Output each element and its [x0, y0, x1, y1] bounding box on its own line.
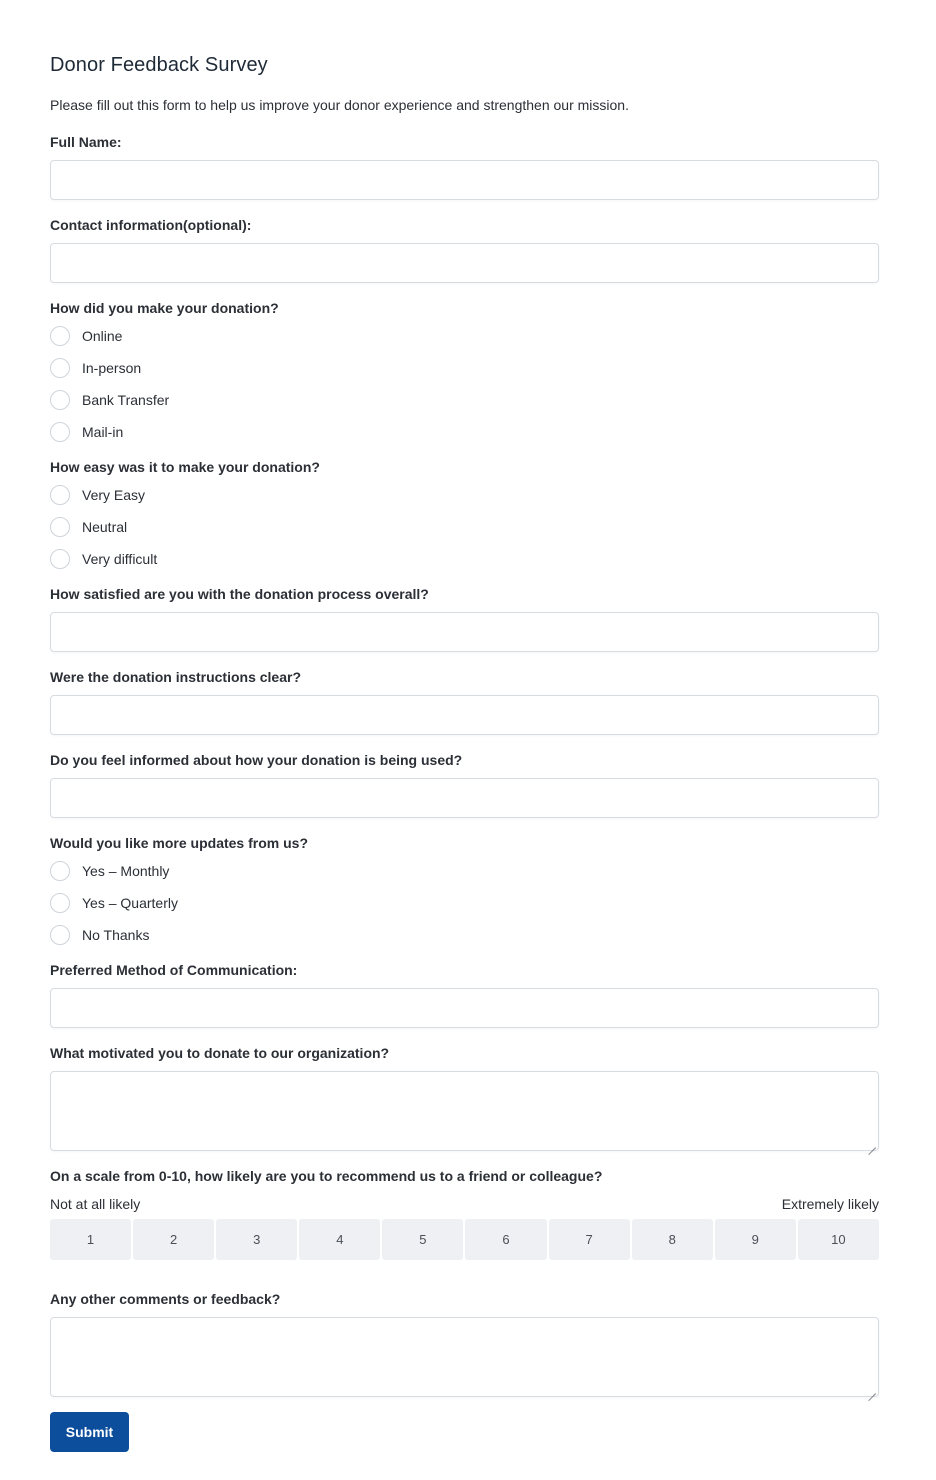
full-name-label: Full Name:	[50, 134, 122, 150]
submit-button[interactable]: Submit	[50, 1412, 129, 1452]
radio-button[interactable]	[50, 549, 70, 569]
radio-button[interactable]	[50, 358, 70, 378]
radio-label: Very difficult	[82, 551, 158, 567]
ease-label: How easy was it to make your donation?	[50, 459, 320, 475]
radio-label: Very Easy	[82, 487, 146, 503]
comments-textarea[interactable]	[50, 1317, 879, 1397]
recommend-scale	[50, 1219, 879, 1260]
radio-label: No Thanks	[82, 927, 150, 943]
form-intro: Please fill out this form to help us improve your donor experience and strengthen our mission.	[50, 97, 629, 113]
scale-option-4[interactable]: 4	[299, 1219, 380, 1260]
scale-option-2[interactable]: 2	[133, 1219, 214, 1260]
updates-label: Would you like more updates from us?	[50, 835, 308, 851]
radio-button[interactable]	[50, 925, 70, 945]
radio-option-mail-in[interactable]	[50, 422, 123, 442]
recommend-label: On a scale from 0-10, how likely are you to recommend us to a friend or colleague?	[50, 1168, 603, 1184]
communication-label: Preferred Method of Communication:	[50, 962, 298, 978]
radio-button[interactable]	[50, 326, 70, 346]
donation-method-label: How did you make your donation?	[50, 300, 279, 316]
satisfaction-label: How satisfied are you with the donation process overall?	[50, 586, 429, 602]
radio-button[interactable]	[50, 893, 70, 913]
radio-option-online[interactable]	[50, 326, 122, 346]
radio-label: In-person	[82, 360, 142, 376]
scale-low-label: Not at all likely	[50, 1196, 141, 1212]
satisfaction-input[interactable]	[50, 612, 879, 652]
radio-label: Mail-in	[82, 424, 124, 440]
radio-option-very-difficult[interactable]	[50, 549, 157, 569]
scale-option-9[interactable]: 9	[715, 1219, 796, 1260]
radio-option-yes-monthly[interactable]	[50, 861, 169, 881]
scale-option-1[interactable]: 1	[50, 1219, 131, 1260]
radio-option-neutral[interactable]	[50, 517, 127, 537]
radio-button[interactable]	[50, 390, 70, 410]
page-title: Donor Feedback Survey	[50, 54, 268, 76]
radio-option-no-thanks[interactable]	[50, 925, 149, 945]
informed-label: Do you feel informed about how your donation is being used?	[50, 752, 463, 768]
radio-button[interactable]	[50, 422, 70, 442]
scale-high-label: Extremely likely	[781, 1196, 879, 1212]
radio-label: Yes – Quarterly	[82, 895, 178, 911]
radio-option-in-person[interactable]	[50, 358, 141, 378]
scale-option-3[interactable]: 3	[216, 1219, 297, 1260]
communication-input[interactable]	[50, 988, 879, 1028]
scale-option-10[interactable]: 10	[798, 1219, 879, 1260]
informed-input[interactable]	[50, 778, 879, 818]
scale-option-6[interactable]: 6	[465, 1219, 546, 1260]
radio-label: Neutral	[82, 519, 128, 535]
radio-label: Bank Transfer	[82, 392, 170, 408]
scale-option-8[interactable]: 8	[632, 1219, 713, 1260]
scale-option-5[interactable]: 5	[382, 1219, 463, 1260]
instructions-clear-label: Were the donation instructions clear?	[50, 669, 302, 685]
contact-input[interactable]	[50, 243, 879, 283]
radio-option-very-easy[interactable]	[50, 485, 145, 505]
radio-button[interactable]	[50, 861, 70, 881]
motivation-label: What motivated you to donate to our organization?	[50, 1045, 390, 1061]
radio-option-yes-quarterly[interactable]	[50, 893, 178, 913]
radio-label: Yes – Monthly	[82, 863, 170, 879]
motivation-textarea[interactable]	[50, 1071, 879, 1151]
resize-handle-icon[interactable]	[868, 1386, 876, 1394]
radio-label: Online	[82, 328, 123, 344]
radio-button[interactable]	[50, 485, 70, 505]
contact-label: Contact information(optional):	[50, 217, 252, 233]
scale-option-7[interactable]: 7	[549, 1219, 630, 1260]
full-name-input[interactable]	[50, 160, 879, 200]
radio-option-bank-transfer[interactable]	[50, 390, 169, 410]
comments-label: Any other comments or feedback?	[50, 1291, 281, 1307]
resize-handle-icon[interactable]	[868, 1140, 876, 1148]
radio-button[interactable]	[50, 517, 70, 537]
instructions-clear-input[interactable]	[50, 695, 879, 735]
